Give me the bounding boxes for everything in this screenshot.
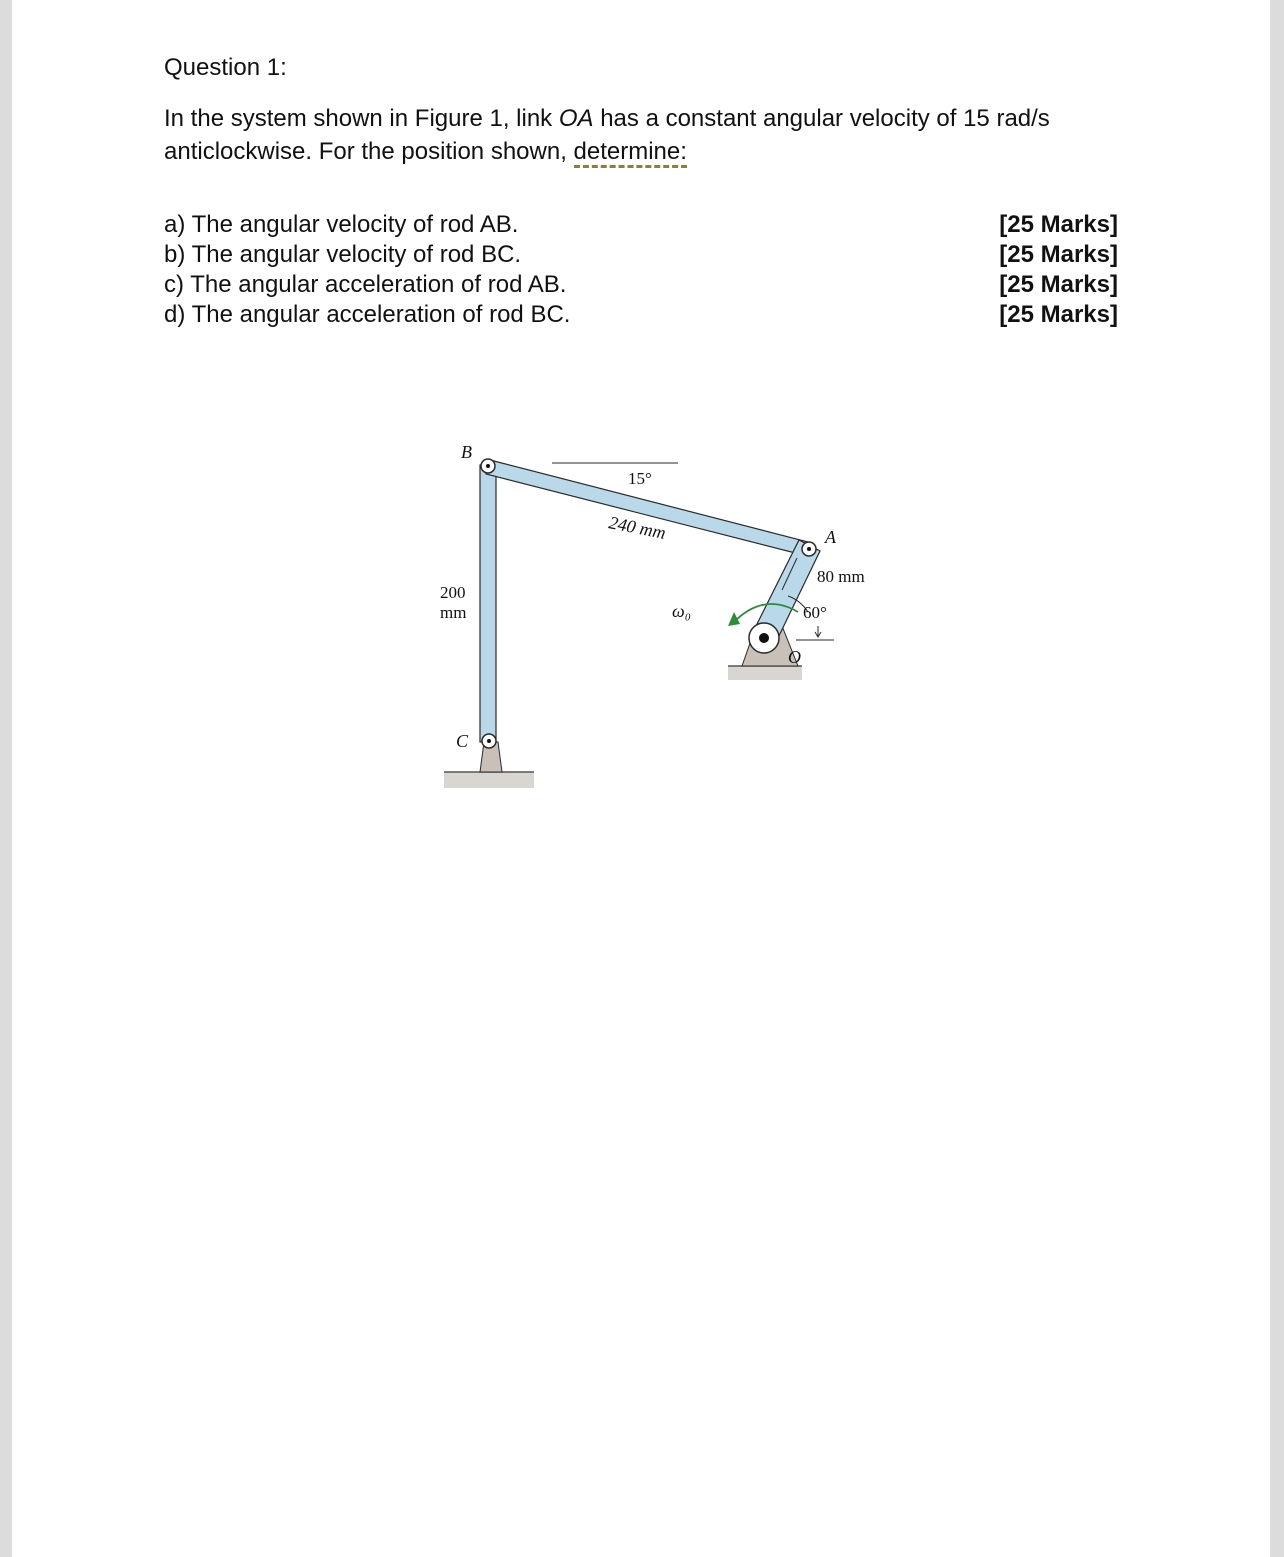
omega-label: ω₀ bbox=[672, 601, 691, 621]
document-page bbox=[12, 0, 1270, 1557]
marks-d: [25 Marks] bbox=[999, 301, 1118, 328]
length-oa-label: 80 mm bbox=[817, 567, 865, 586]
angle-oa-label: 60° bbox=[803, 603, 827, 622]
label-b: B bbox=[461, 442, 472, 462]
item-b: b) The angular velocity of rod BC. bbox=[164, 241, 522, 268]
intro-link-name: OA bbox=[558, 105, 594, 132]
marks-c: [25 Marks] bbox=[999, 271, 1118, 298]
question-title: Question 1: bbox=[164, 54, 287, 81]
marks-a: [25 Marks] bbox=[999, 211, 1118, 238]
pin-a-center bbox=[807, 547, 811, 551]
item-d: d) The angular acceleration of rod BC. bbox=[164, 301, 571, 328]
intro-keyword: determine: bbox=[574, 138, 687, 168]
rod-bc bbox=[480, 465, 496, 742]
angle-ab-label: 15° bbox=[628, 469, 652, 488]
item-a: a) The angular velocity of rod AB. bbox=[164, 211, 519, 238]
length-bc-value: 200 bbox=[440, 583, 466, 602]
intro-part2: has a constant angular velocity of 15 rad/s anticlockwise. For the position shown, bbox=[164, 105, 1050, 165]
pin-c-center bbox=[487, 739, 491, 743]
length-ab-label: 240 mm bbox=[607, 512, 668, 543]
pin-o-center bbox=[759, 633, 769, 643]
label-o: O bbox=[788, 647, 801, 667]
ground-c bbox=[444, 772, 534, 788]
intro-part1: In the system shown in Figure 1, link bbox=[164, 105, 559, 132]
length-bc-unit: mm bbox=[440, 603, 467, 622]
pin-b-center bbox=[486, 464, 490, 468]
marks-b: [25 Marks] bbox=[999, 241, 1118, 268]
ground-o bbox=[728, 666, 802, 680]
mechanism-figure bbox=[12, 0, 1270, 1557]
item-c: c) The angular acceleration of rod AB. bbox=[164, 271, 567, 298]
label-c: C bbox=[456, 731, 469, 751]
label-a: A bbox=[825, 527, 836, 547]
